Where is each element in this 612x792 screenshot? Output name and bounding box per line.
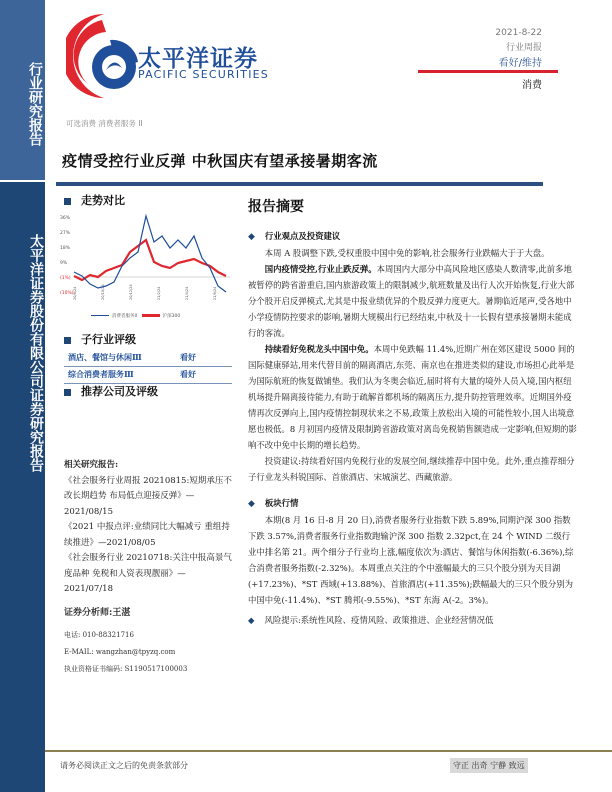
sector-label: 消费 — [522, 80, 542, 91]
paragraph: 本期(8 月 16 日-8 月 20 日),消费者服务行业指数下跌 5.89%,同期沪深 300 指数下跌 3.57%,消费者服务行业指数跑输沪深 300 指数 2.32pct,在 24 个 WIND 二级行业中排名第 21。两个细分子行业均上涨,幅度依次为:酒店、餐馆与休闲指数(-6.36%),综合消费者服务指数(-2.32%)。本周重点关注的个中涨幅最大的三只个股分别为天目湖(+17.23%)、*ST 西域(+13.88%)、首旅酒店(+11.35%);跌幅最大的三只个股分别为中国中免(-11.4%)、*ST 腾邦(-9.55%)、*ST 东海 A(-2。3%)。 — [248, 515, 574, 605]
svg-text:21/2/24: 21/2/24 — [157, 286, 161, 300]
breadcrumb: 可选消费 消费者服务 II — [66, 119, 143, 128]
report-type: 行业周报 — [505, 43, 542, 53]
svg-text:21/4/24: 21/4/24 — [185, 286, 189, 300]
analyst-license: 执业资格证书编码: S1190517100003 — [64, 665, 188, 673]
report-date: 2021-8-22 — [495, 28, 542, 38]
table-row: 酒店、餐馆与休闲Ⅲ 看好 — [64, 350, 232, 367]
section-industry-view: ◆ 行业观点及投资建议 — [248, 231, 341, 242]
sidebar-top-label: 行业研究报告 — [27, 62, 43, 146]
square-bullet-icon — [64, 198, 71, 205]
summary-body — [248, 228, 578, 628]
report-meta — [495, 26, 542, 71]
svg-text:20/12/24: 20/12/24 — [129, 284, 133, 300]
paragraph: 国内疫情受控,行业止跌反弹。本周国内大部分中高风险地区感染人数清零,此前多地被暂停的跨省游重启,国内旅游政策上的限制减少,航班数量及出行人次开始恢复,行业大部分个股开启反弹模式,尤其是中报业绩优异的个股反弹力度更大。暑期临近尾声,受各地中小学疫情防控要求的影响,暑期大规模出行已经结束,中秋及十一长假有望承接暑期未能成行的客流。 — [248, 264, 575, 338]
diamond-bullet-icon: ◆ — [248, 615, 255, 625]
risk-warning: ◆ 风险提示:系统性风险、疫情风险、政策推进、企业经营情况低 — [248, 615, 494, 625]
svg-text:(1%): (1%) — [60, 276, 71, 281]
section-sector-performance: ◆ 板块行情 — [248, 498, 299, 509]
recommend-heading: 推荐公司及评级 — [64, 383, 158, 399]
square-bullet-icon — [64, 389, 71, 396]
trend-chart — [60, 210, 235, 310]
paragraph: 持续看好免税龙头中国中免。本周中免跌幅 11.4%,近期广州在郊区建设 5000 间的国际健康驿站,用来代替目前的隔离酒店,东莞、南京也在推进类似的建设,市场担心此举是为国际航班的恢复做铺垫。我们认为冬奥会临近,届时将有大量的境外人员入境,国内枢纽机场提升隔离接待能力,有助于疏解首都机场的隔离压力,提升防控管理效率。近期国外疫情再次反弹向上,国内疫情控制现状来之不易,政策上放松出入境的可能性较小,国人出境意愿也极低。8 月初国内疫情及限制跨省游政策对离岛免税销售额造成一定影响,但短期的影响不改中免中长期的增长趋势。 — [248, 344, 577, 450]
footer-disclaimer: 请务必阅读正文之后的免责条款部分 — [60, 761, 188, 770]
logo-chinese-name: 太平洋证券 — [138, 46, 258, 72]
sub-rating-heading: 子行业评级 — [64, 331, 136, 347]
sidebar-bottom-band — [0, 182, 45, 792]
summary-heading: 报告摘要 — [248, 199, 304, 215]
svg-text:27%: 27% — [60, 231, 71, 236]
related-reports: 相关研究报告: 《社会服务行业周报 20210815:短期承压不改长期趋势 布局低点迎接反弹》—2021/08/15 《2021 中报点评:业绩同比大幅减亏 重组持续推进》—2021/08/05 《社会服务行业 20210718:关注中报高景气度品种 免税和人资表现靓丽》—2021/07/18 — [64, 458, 234, 598]
svg-text:21/6/24: 21/6/24 — [213, 286, 217, 300]
industry-rating: 看好/维持 — [498, 58, 542, 69]
paragraph: 投资建议:持续看好国内免税行业的发展空间,继续推荐中国中免。此外,重点推荐细分子行业龙头科锐国际、首旅酒店、宋城演艺、西藏旅游。 — [248, 456, 575, 482]
square-bullet-icon — [64, 337, 71, 344]
svg-text:(10%): (10%) — [60, 291, 74, 296]
page-title: 疫情受控行业反弹 中秋国庆有望承接暑期客流 — [62, 152, 378, 170]
svg-text:9%: 9% — [60, 261, 68, 266]
sidebar-bottom-label: 太平洋证券股份有限公司证券研究报告 — [28, 234, 44, 472]
related-report-link[interactable]: 《2021 中报点评:业绩同比大幅减亏 重组持续推进》—2021/08/05 — [64, 522, 230, 548]
table-row: 综合消费者服务Ⅲ 看好 — [64, 367, 232, 384]
svg-text:20/10/24: 20/10/24 — [101, 284, 105, 300]
analyst-phone: 电话: 010-88321716 — [64, 631, 134, 639]
diamond-bullet-icon: ◆ — [248, 499, 255, 509]
sub-rating-table — [64, 350, 232, 384]
chart-legend: 消费者服务II 沪深300 — [88, 313, 180, 319]
related-report-link[interactable]: 《社会服务行业 20210718:关注中报高景气度品种 免税和人资表现靓丽》—2021/07/18 — [64, 553, 232, 594]
header-divider — [418, 70, 558, 73]
sidebar-top-band — [0, 0, 45, 180]
related-report-link[interactable]: 《社会服务行业周报 20210815:短期承压不改长期趋势 布局低点迎接反弹》—2021/08/15 — [64, 475, 232, 517]
svg-text:20/8/24: 20/8/24 — [73, 286, 77, 300]
svg-text:36%: 36% — [60, 216, 71, 221]
footer-divider — [45, 750, 612, 752]
footer-motto: 守正 出奇 宁静 致远 — [450, 758, 528, 773]
trend-heading: 走势对比 — [64, 192, 125, 208]
paragraph: 本周 A 股调整下跌,受权重股中国中免的影响,社会服务行业跌幅大于于大盘。 — [264, 248, 550, 258]
svg-text:18%: 18% — [60, 246, 71, 251]
diamond-bullet-icon: ◆ — [248, 232, 255, 242]
analyst-info: 证券分析师:王湛 电话: 010-88321716 E-MAIL: wangzhan@tpyzq.com 执业资格证书编码: S1190517100003 — [64, 605, 234, 678]
logo-english-name: PACIFIC SECURITIES — [138, 68, 269, 81]
title-divider — [56, 182, 543, 186]
analyst-email[interactable]: E-MAIL: wangzhan@tpyzq.com — [64, 648, 176, 656]
